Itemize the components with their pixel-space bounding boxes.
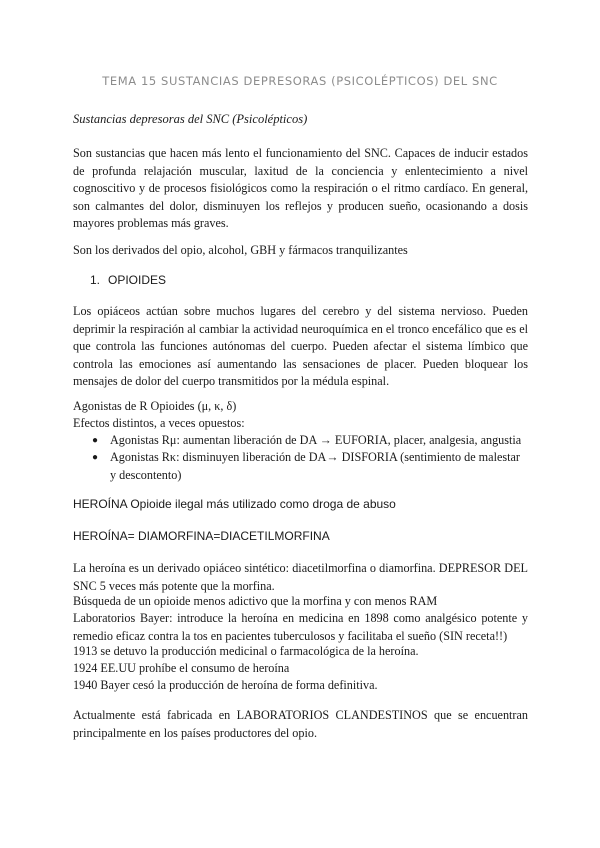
bullet-text: Agonistas Rμ: aumentan liberación de DA → EUFORIA, placer, analgesia, angustia [110, 433, 522, 447]
heroin-search-line: Búsqueda de un opioide menos adictivo que la morfina y con menos RAM [73, 594, 438, 608]
page-title: TEMA 15 SUSTANCIAS DEPRESORAS (PSICOLÉPTICOS) DEL SNC [102, 74, 498, 88]
section-subtitle: Sustancias depresoras del SNC (Psicolépticos) [73, 112, 308, 126]
closing-paragraph: Actualmente está fabricada en LABORATORIOS CLANDESTINOS que se encuentran principalmente en los países productores del opio. [73, 708, 528, 740]
list-item [92, 449, 528, 484]
derivatives-line: Son los derivados del opio, alcohol, GBH y fármacos tranquilizantes [73, 243, 408, 257]
opiates-paragraph: Los opiáceos actúan sobre muchos lugares del cerebro y del sistema nervioso. Pueden deprimir la respiración al cambiar la actividad neuroquímica en el tronco encefálico que es el que controla las funciones autónomas del cuerpo. Pueden afectar el sistema límbico que controla las emociones así aumentando las sensaciones de placer. Pueden bloquear los mensajes de dolor del cuerpo transmitidos por la médula espinal. [73, 304, 528, 388]
heroin-heading: HEROÍNA Opioide ilegal más utilizado como droga de abuso [73, 497, 396, 511]
section-heading-text: OPIOIDES [108, 273, 167, 287]
bayer-paragraph: Laboratorios Bayer: introduce la heroína en medicina en 1898 como analgésico potente y remedio eficaz contra la tos en pacientes tuberculosos y facilitaba el sueño (SIN receta!!) [73, 611, 528, 643]
effects-line: Efectos distintos, a veces opuestos: [73, 416, 245, 430]
heroin-synonyms-heading: HEROÍNA= DIAMORFINA=DIACETILMORFINA [73, 529, 330, 543]
bullet-icon: ● [92, 435, 99, 446]
section-heading-opioides [90, 273, 166, 287]
intro-paragraph: Son sustancias que hacen más lento el funcionamiento del SNC. Capaces de inducir estados de profunda relajación muscular, laxitud de la conciencia y enlentecimiento a nivel cognoscitivo y de procesos fisiológicos como la respiración o el ritmo cardíaco. En general, son calmantes del dolor, disminuyen los reflejos y producen sueño, ocasionando a dosis mayores problemas más graves. [73, 146, 528, 230]
agonists-line: Agonistas de R Opioides (μ, κ, δ) [73, 399, 237, 413]
bullet-text: Agonistas Rκ: disminuyen liberación de DA→ DISFORIA (sentimiento de malestar y descontento) [110, 450, 520, 482]
heroin-paragraph: La heroína es un derivado opiáceo sintético: diacetilmorfina o diamorfina. DEPRESOR DEL SNC 5 veces más potente que la morfina. [73, 561, 528, 593]
section-number: 1. [90, 273, 101, 287]
history-line-1924: 1924 EE.UU prohíbe el consumo de heroína [73, 661, 290, 675]
bullet-icon: ● [92, 452, 99, 463]
list-item [92, 432, 528, 450]
history-line-1940: 1940 Bayer cesó la producción de heroína de forma definitiva. [73, 678, 378, 692]
history-line-1913: 1913 se detuvo la producción medicinal o farmacológica de la heroína. [73, 644, 419, 658]
